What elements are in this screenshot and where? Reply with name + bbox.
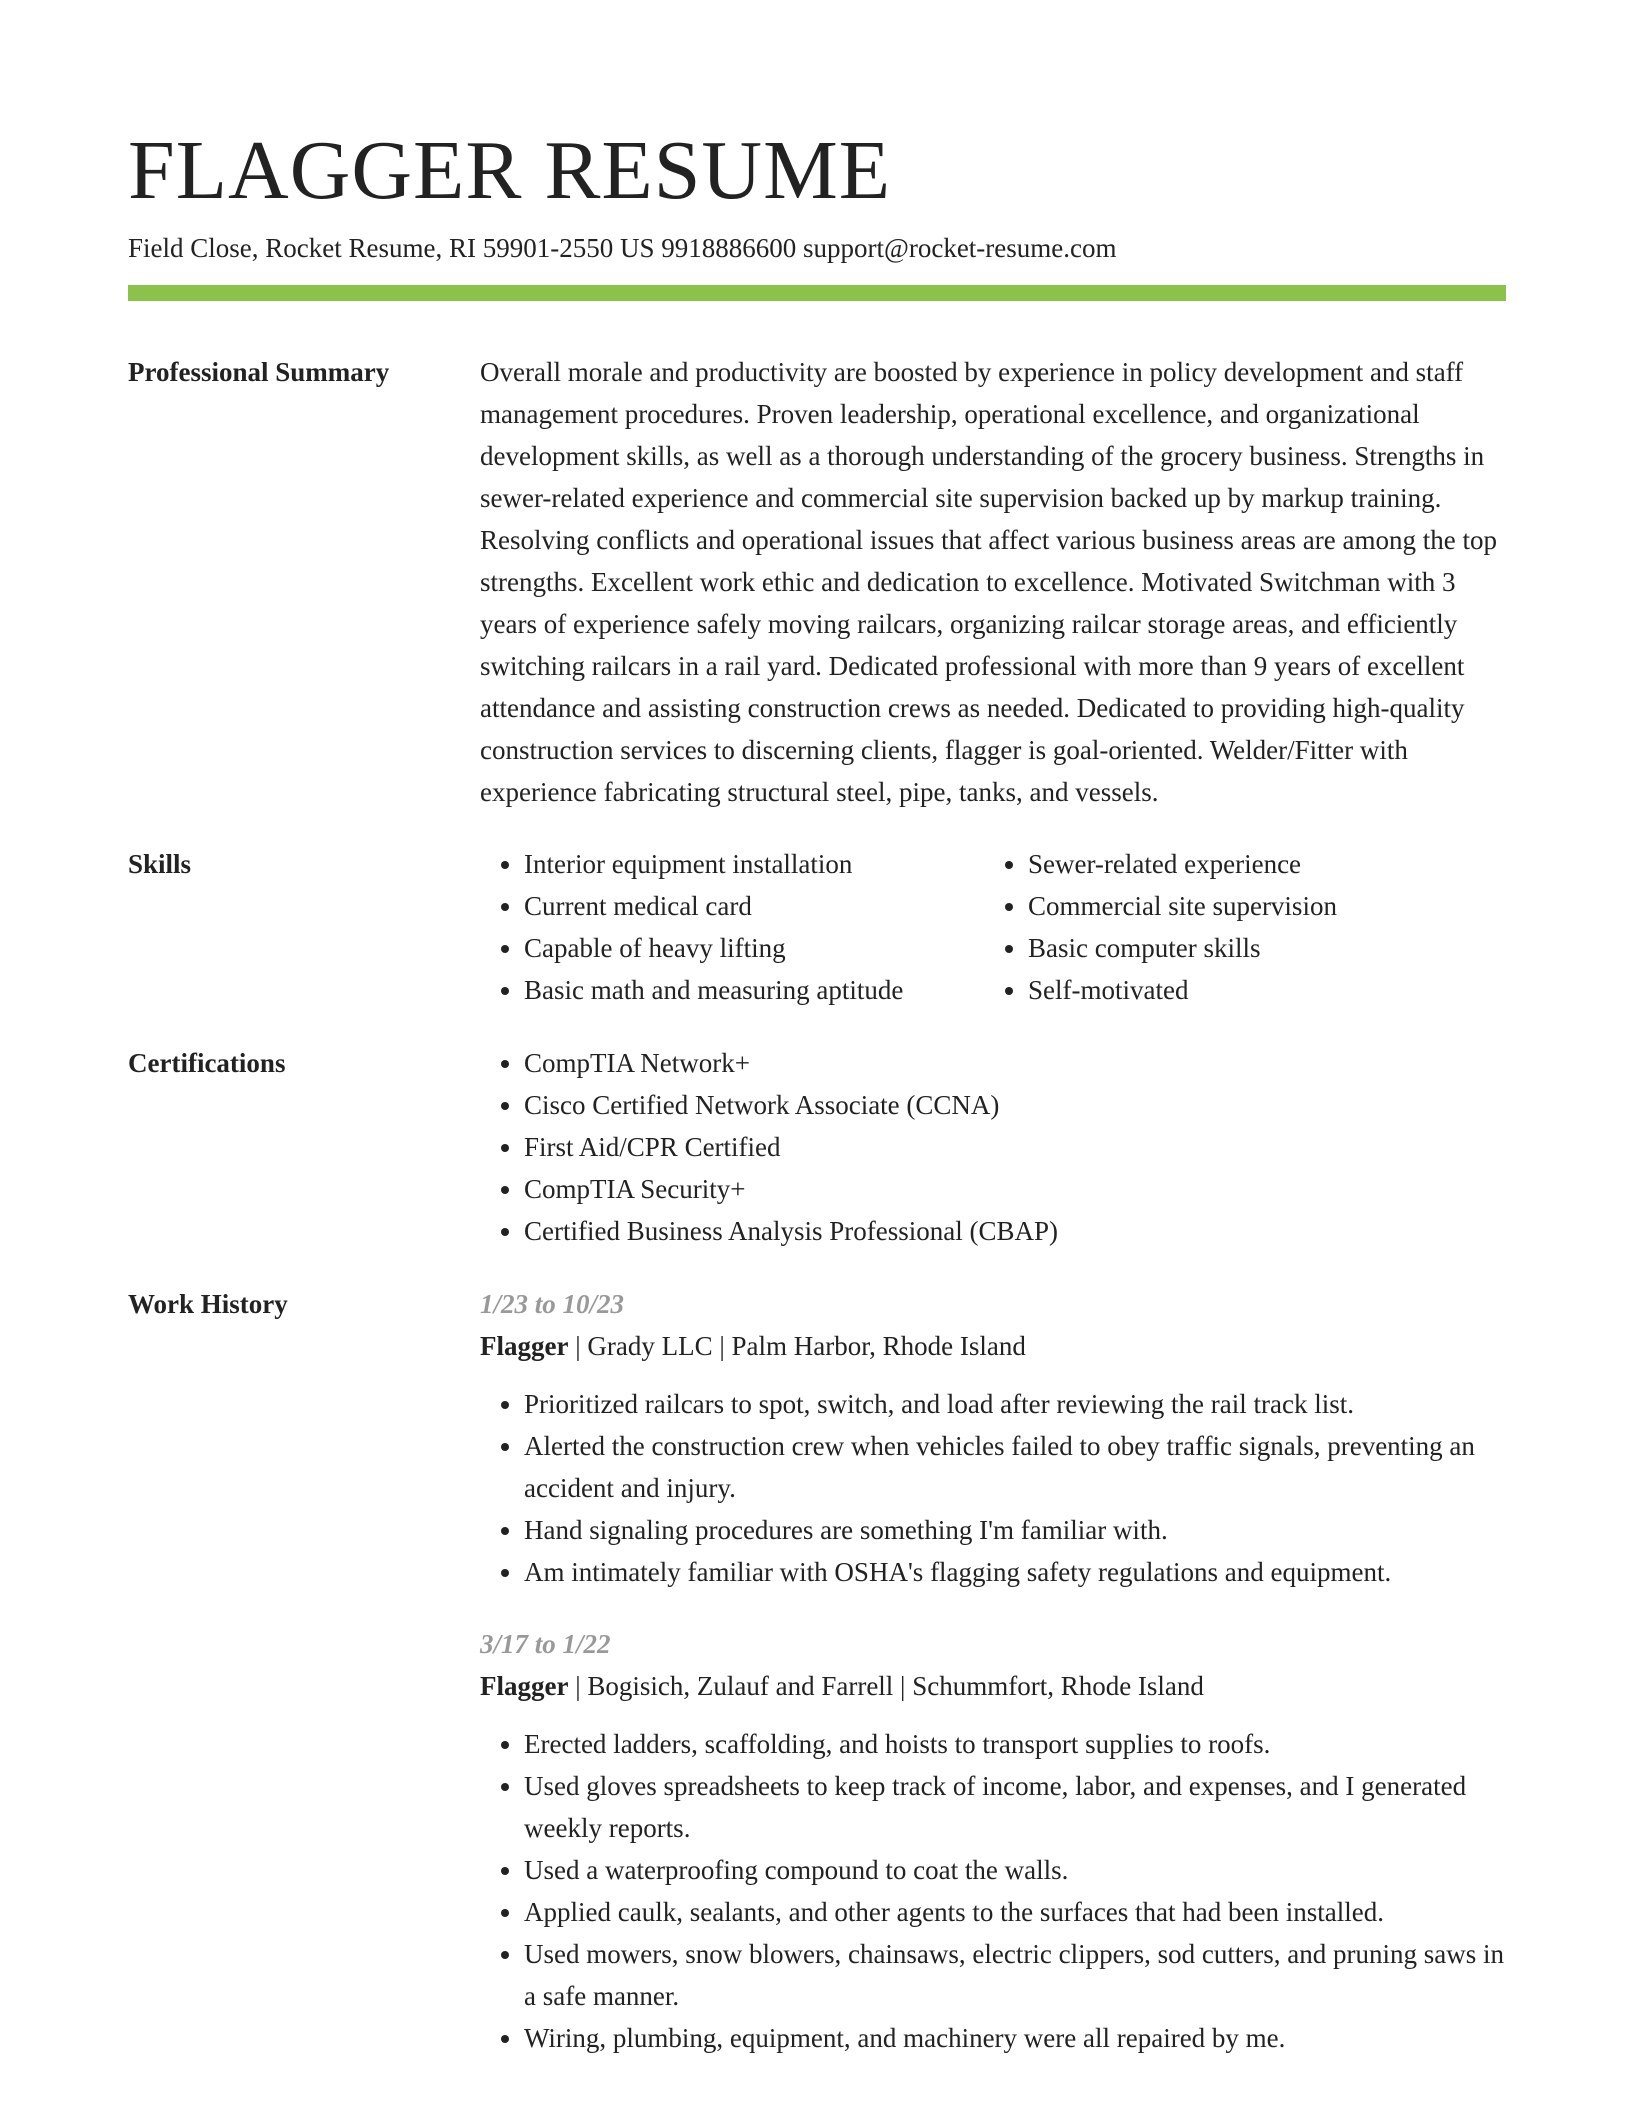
list-item: • Commercial site supervision bbox=[1028, 885, 1337, 927]
list-item: • First Aid/CPR Certified bbox=[524, 1126, 1506, 1168]
list-item: • Applied caulk, sealants, and other agents to the surfaces that had been installed. bbox=[524, 1891, 1506, 1933]
job-heading bbox=[480, 1665, 1506, 1707]
job-title: Flagger bbox=[480, 1671, 569, 1701]
list-item: • Am intimately familiar with OSHA's flagging safety regulations and equipment. bbox=[524, 1551, 1506, 1593]
list-item: • Sewer-related experience bbox=[1028, 843, 1337, 885]
contact-line: Field Close, Rocket Resume, RI 59901-2550 US 9918886600 support@rocket-resume.com bbox=[128, 233, 1117, 263]
list-item: • Certified Business Analysis Professional (CBAP) bbox=[524, 1210, 1506, 1252]
skills-section bbox=[128, 843, 1506, 1011]
list-item: • Hand signaling procedures are something I'm familiar with. bbox=[524, 1509, 1506, 1551]
list-item: • Current medical card bbox=[524, 885, 984, 927]
list-item: • Erected ladders, scaffolding, and hoists to transport supplies to roofs. bbox=[524, 1723, 1506, 1765]
list-item: • Used gloves spreadsheets to keep track of income, labor, and expenses, and I generated weekly reports. bbox=[524, 1765, 1506, 1849]
job-details: | Bogisich, Zulauf and Farrell | Schummfort, Rhode Island bbox=[568, 1671, 1204, 1701]
resume-page bbox=[128, 0, 1506, 2059]
list-item: • Alerted the construction crew when vehicles failed to obey traffic signals, preventing an accident and injury. bbox=[524, 1425, 1506, 1509]
job-entry bbox=[480, 1283, 1506, 1593]
job-heading bbox=[480, 1325, 1506, 1367]
list-item: • Interior equipment installation bbox=[524, 843, 984, 885]
list-item: • Capable of heavy lifting bbox=[524, 927, 984, 969]
list-item: • Used a waterproofing compound to coat the walls. bbox=[524, 1849, 1506, 1891]
list-item: • Used mowers, snow blowers, chainsaws, electric clippers, sod cutters, and pruning saws in a safe manner. bbox=[524, 1933, 1506, 2017]
list-item: • CompTIA Network+ bbox=[524, 1042, 1506, 1084]
list-item: • Basic computer skills bbox=[1028, 927, 1337, 969]
list-item: • Cisco Certified Network Associate (CCNA) bbox=[524, 1084, 1506, 1126]
skills-list-right bbox=[984, 843, 1337, 1011]
job-dates: 3/17 to 1/22 bbox=[480, 1629, 611, 1659]
certifications-section bbox=[128, 1042, 1506, 1252]
list-item: • Prioritized railcars to spot, switch, and load after reviewing the rail track list. bbox=[524, 1383, 1506, 1425]
job-entry bbox=[480, 1623, 1506, 2059]
resume-title: FLAGGER RESUME bbox=[128, 124, 892, 217]
section-heading-skills: Skills bbox=[128, 849, 192, 879]
job-title: Flagger bbox=[480, 1331, 569, 1361]
summary-paragraph: Overall morale and productivity are boosted by experience in policy development and staff management procedures. Proven leadership, operational excellence, and organizational development skills, as well as a thorough understanding of the grocery business. Strengths in sewer-related experience and commercial site supervision backed up by markup training. Resolving conflicts and operational issues that affect various business areas are among the top strengths. Excellent work ethic and dedication to excellence. Motivated Switchman with 3 years of experience safely moving railcars, organizing railcar storage areas, and efficiently switching railcars in a rail yard. Dedicated professional with more than 9 years of excellent attendance and assisting construction crews as needed. Dedicated to providing high-quality construction services to discerning clients, flagger is goal-oriented. Welder/Fitter with experience fabricating structural steel, pipe, tanks, and vessels. bbox=[480, 357, 1497, 807]
list-item: • Self-motivated bbox=[1028, 969, 1337, 1011]
professional-summary-section bbox=[128, 351, 1506, 813]
job-details: | Grady LLC | Palm Harbor, Rhode Island bbox=[568, 1331, 1026, 1361]
job-duties-list bbox=[480, 1383, 1506, 1593]
job-dates: 1/23 to 10/23 bbox=[480, 1289, 625, 1319]
skills-list-left bbox=[480, 843, 984, 1011]
list-item: • Basic math and measuring aptitude bbox=[524, 969, 984, 1011]
list-item: • Wiring, plumbing, equipment, and machinery were all repaired by me. bbox=[524, 2017, 1506, 2059]
section-heading-work-history: Work History bbox=[128, 1289, 288, 1319]
section-heading-certifications: Certifications bbox=[128, 1048, 286, 1078]
certifications-list bbox=[480, 1042, 1506, 1252]
job-duties-list bbox=[480, 1723, 1506, 2059]
header-divider bbox=[128, 285, 1506, 301]
list-item: • CompTIA Security+ bbox=[524, 1168, 1506, 1210]
section-heading-summary: Professional Summary bbox=[128, 357, 390, 387]
work-history-section bbox=[128, 1283, 1506, 2059]
